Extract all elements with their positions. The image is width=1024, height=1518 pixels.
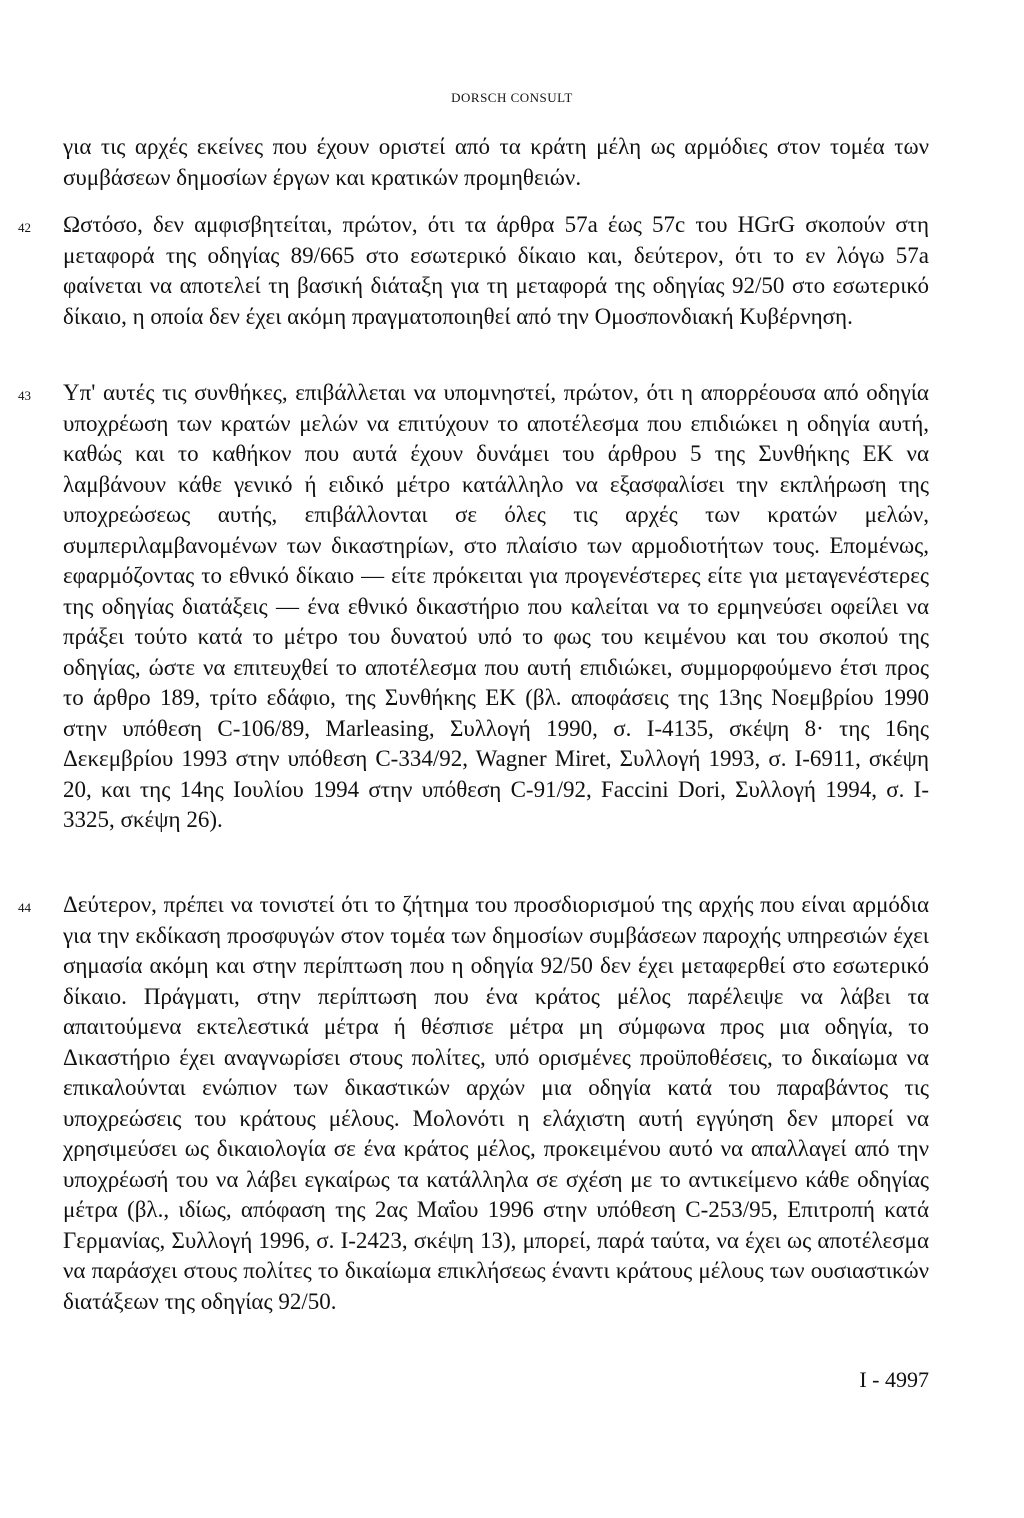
paragraph-42: Ωστόσο, δεν αμφισβητείται, πρώτον, ότι τα άρθρα 57a έως 57c του HGrG σκοπούν στη μεταφορά της οδηγίας 89/665 στο εσωτερικό δίκαιο και, δεύτερον, ότι το εν λόγω 57a φαίνεται να αποτελεί τη βασική διάταξη για τη μεταφορά της οδηγίας 92/50 στο εσωτερικό δίκαιο, η οποία δεν έχει ακόμη πραγματοποιηθεί από την Ομοσπονδιακή Κυβέρνηση.	[63, 212, 929, 329]
intro-text: για τις αρχές εκείνες που έχουν οριστεί από τα κράτη μέλη ως αρμόδιες στον τομέα των συμβάσεων δημοσίων έργων και κρατικών προμηθειών.	[63, 134, 929, 190]
paragraph-number-44: 44	[18, 900, 31, 915]
paragraph-number-42: 42	[18, 220, 31, 235]
paragraph-number-43: 43	[18, 388, 31, 403]
paragraph-43: Υπ' αυτές τις συνθήκες, επιβάλλεται να υπομνηστεί, πρώτον, ότι η απορρέουσα από οδηγία υποχρέωση των κρατών μελών να επιτύχουν το αποτέλεσμα που επιδιώκει η οδηγία αυτή, καθώς και το καθήκον που αυτά έχουν δυνάμει του άρθρου 5 της Συνθήκης ΕΚ να λαμβάνουν κάθε γενικό ή ειδικό μέτρο κατάλληλο να εξασφαλίσει την εκπλήρωση της υποχρεώσεως αυτής, επιβάλλονται σε όλες τις αρχές των κρατών μελών, συμπεριλαμβανομένων των δικαστηρίων, στο πλαίσιο των αρμοδιοτήτων τους. Επομένως, εφαρμόζοντας το εθνικό δίκαιο — είτε πρόκειται για προγενέστερες είτε για μεταγενέστερες της οδηγίας διατάξεις — ένα εθνικό δικαστήριο που καλείται να το ερμηνεύσει οφείλει να πράξει τούτο κατά το μέτρο του δυνατού υπό το φως του κειμένου και του σκοπού της οδηγίας, ώστε να επιτευχθεί το αποτέλεσμα που αυτή επιδιώκει, συμμορφούμενο έτσι προς το άρθρο 189, τρίτο εδάφιο, της Συνθήκης ΕΚ (βλ. αποφάσεις της 13ης Νοεμβρίου 1990 στην υπόθεση C-106/89, Marleasing, Συλλογή 1990, σ. I-4135, σκέψη 8· της 16ης Δεκεμβρίου 1993 στην υπόθεση C-334/92, Wagner Miret, Συλλογή 1993, σ. I-6911, σκέψη 20, και της 14ης Ιουλίου 1994 στην υπόθεση C-91/92, Faccini Dori, Συλλογή 1994, σ. I-3325, σκέψη 26).	[63, 380, 929, 832]
page-header: DORSCH CONSULT	[451, 90, 573, 105]
paragraph-44: Δεύτερον, πρέπει να τονιστεί ότι το ζήτημα του προσδιορισμού της αρχής που είναι αρμόδια για την εκδίκαση προσφυγών στον τομέα των δημοσίων συμβάσεων παροχής υπηρεσιών έχει σημασία ακόμη και στην περίπτωση που η οδηγία 92/50 δεν έχει μεταφερθεί στο εσωτερικό δίκαιο. Πράγματι, στην περίπτωση που ένα κράτος μέλος παρέλειψε να λάβει τα απαιτούμενα εκτελεστικά μέτρα ή θέσπισε μέτρα μη σύμφωνα προς μια οδηγία, το Δικαστήριο έχει αναγνωρίσει στους πολίτες, υπό ορισμένες προϋποθέσεις, το δικαίωμα να επικαλούνται ενώπιον των δικαστικών αρχών μια οδηγία κατά του παραβάντος τις υποχρεώσεις του κράτους μέλους. Μολονότι η ελάχιστη αυτή εγγύηση δεν μπορεί να χρησιμεύσει ως δικαιολογία σε ένα κράτος μέλος, προκειμένου αυτό να απαλλαγεί από την υποχρέωσή του να λάβει εγκαίρως τα κατάλληλα σε σχέση με το αντικείμενο κάθε οδηγίας μέτρα (βλ., ιδίως, απόφαση της 2ας Μαΐου 1996 στην υπόθεση C-253/95, Επιτροπή κατά Γερμανίας, Συλλογή 1996, σ. I-2423, σκέψη 13), μπορεί, παρά ταύτα, να έχει ως αποτέλεσμα να παράσχει στους πολίτες το δικαίωμα επικλήσεως έναντι κράτους μέλους των ουσιαστικών διατάξεων της οδηγίας 92/50.	[63, 892, 929, 1314]
page-number: I - 4997	[859, 1367, 929, 1392]
